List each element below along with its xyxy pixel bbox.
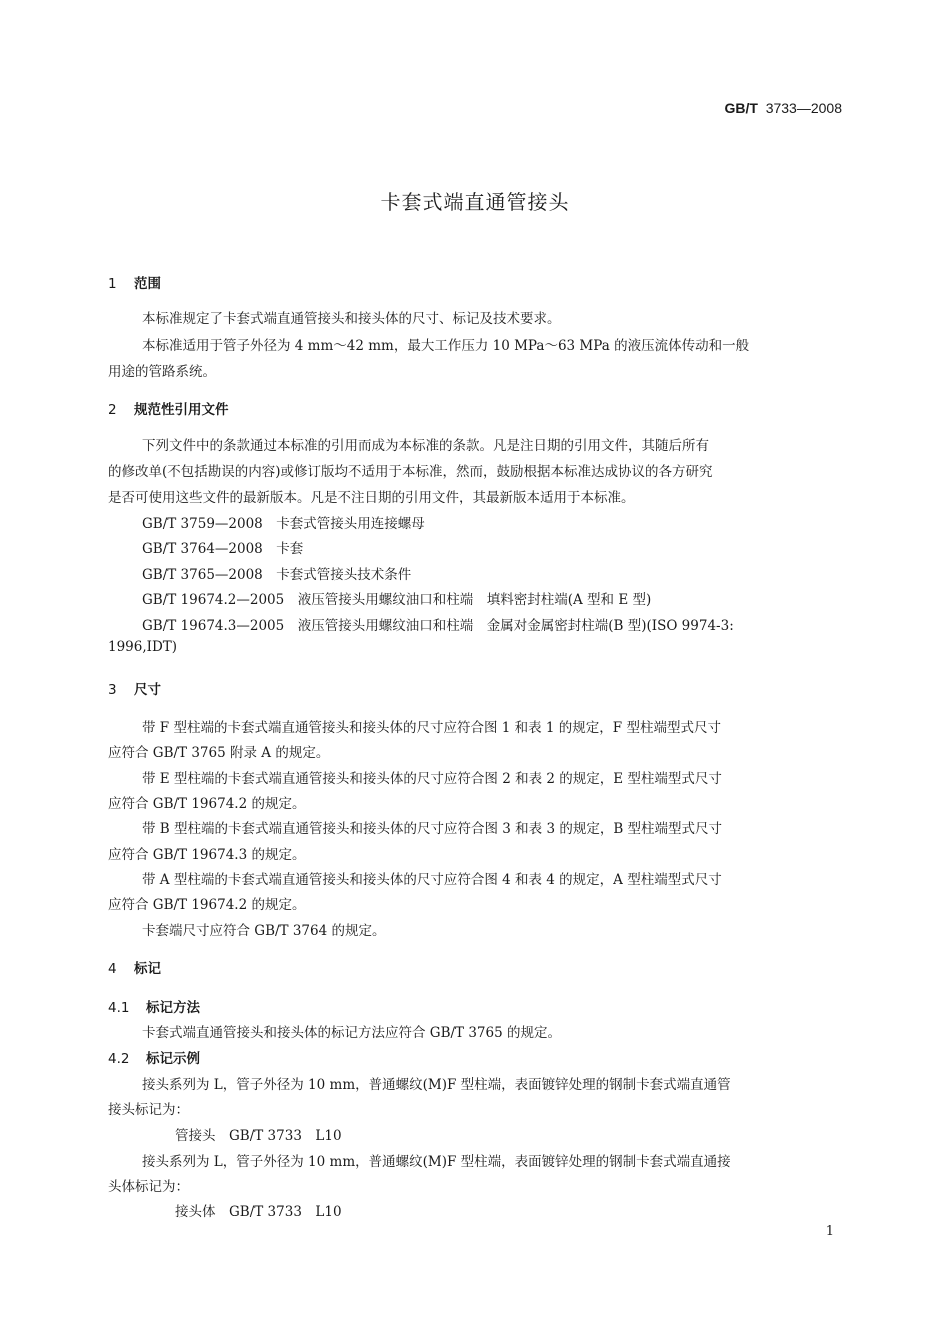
reference-item: GB/T 19674.2—2005 液压管接头用螺纹油口和柱端 填料密封柱端(A 型和 E 型) [142, 592, 652, 608]
section-title: 标记 [134, 961, 161, 977]
reference-item: GB/T 3759—2008 卡套式管接头用连接螺母 [142, 516, 425, 532]
paragraph: 是否可使用这些文件的最新版本。凡是不注日期的引用文件，其最新版本适用于本标准。 [108, 490, 635, 506]
section-3-heading [108, 678, 161, 698]
page-number: 1 [825, 1224, 834, 1239]
section-2-heading [108, 398, 229, 418]
standard-prefix: GB/T [724, 100, 758, 116]
section-number: 4.1 [108, 1000, 130, 1016]
paragraph: 接头系列为 L，管子外径为 10 mm，普通螺纹(M)F 型柱端，表面镀锌处理的钢制卡套式端直通管 [142, 1077, 731, 1093]
standard-code [724, 100, 842, 116]
standard-number: 3733—2008 [765, 100, 842, 116]
section-title: 规范性引用文件 [134, 402, 229, 418]
section-title: 标记方法 [146, 1000, 200, 1016]
marking-example: 管接头 GB/T 3733 L10 [175, 1128, 342, 1144]
paragraph: 本标准适用于管子外径为 4 mm～42 mm，最大工作压力 10 MPa～63 MPa 的液压流体传动和一般 [142, 338, 750, 354]
paragraph: 应符合 GB/T 3765 附录 A 的规定。 [108, 745, 330, 761]
section-number: 4 [108, 961, 117, 977]
section-number: 1 [108, 276, 117, 292]
paragraph: 用途的管路系统。 [108, 364, 216, 380]
paragraph: 带 E 型柱端的卡套式端直通管接头和接头体的尺寸应符合图 2 和表 2 的规定，E 型柱端型式尺寸 [142, 771, 722, 787]
reference-item: GB/T 3765—2008 卡套式管接头技术条件 [142, 567, 412, 583]
paragraph: 带 F 型柱端的卡套式端直通管接头和接头体的尺寸应符合图 1 和表 1 的规定，F 型柱端型式尺寸 [142, 720, 721, 736]
section-number: 2 [108, 402, 117, 418]
reference-item: 1996,IDT) [108, 639, 178, 655]
reference-item: GB/T 19674.3—2005 液压管接头用螺纹油口和柱端 金属对金属密封柱端(B 型)(ISO 9974-3: [142, 618, 734, 634]
paragraph: 应符合 GB/T 19674.3 的规定。 [108, 847, 306, 863]
section-title: 标记示例 [146, 1051, 200, 1067]
paragraph: 带 B 型柱端的卡套式端直通管接头和接头体的尺寸应符合图 3 和表 3 的规定，B 型柱端型式尺寸 [142, 821, 723, 837]
subsection-4-2-heading [108, 1047, 200, 1067]
section-4-heading [108, 957, 161, 977]
paragraph: 接头标记为： [108, 1102, 189, 1118]
paragraph: 接头系列为 L，管子外径为 10 mm，普通螺纹(M)F 型柱端，表面镀锌处理的钢制卡套式端直通接 [142, 1154, 731, 1170]
section-number: 4.2 [108, 1051, 130, 1067]
reference-item: GB/T 3764—2008 卡套 [142, 541, 304, 557]
paragraph: 应符合 GB/T 19674.2 的规定。 [108, 897, 306, 913]
paragraph: 的修改单(不包括勘误的内容)或修订版均不适用于本标准，然而，鼓励根据本标准达成协议的各方研究 [108, 464, 713, 480]
section-title: 范围 [134, 276, 161, 292]
paragraph: 头体标记为： [108, 1179, 189, 1195]
subsection-4-1-heading [108, 996, 200, 1016]
marking-example: 接头体 GB/T 3733 L10 [175, 1204, 342, 1220]
document-title: 卡套式端直通管接头 [380, 190, 570, 214]
paragraph: 卡套端尺寸应符合 GB/T 3764 的规定。 [142, 923, 386, 939]
paragraph: 应符合 GB/T 19674.2 的规定。 [108, 796, 306, 812]
paragraph: 带 A 型柱端的卡套式端直通管接头和接头体的尺寸应符合图 4 和表 4 的规定，A 型柱端型式尺寸 [142, 872, 722, 888]
section-number: 3 [108, 682, 117, 698]
paragraph: 本标准规定了卡套式端直通管接头和接头体的尺寸、标记及技术要求。 [142, 311, 561, 327]
section-1-heading [108, 272, 161, 292]
paragraph: 卡套式端直通管接头和接头体的标记方法应符合 GB/T 3765 的规定。 [142, 1025, 561, 1041]
section-title: 尺寸 [134, 682, 161, 698]
paragraph: 下列文件中的条款通过本标准的引用而成为本标准的条款。凡是注日期的引用文件，其随后所有 [142, 438, 709, 454]
